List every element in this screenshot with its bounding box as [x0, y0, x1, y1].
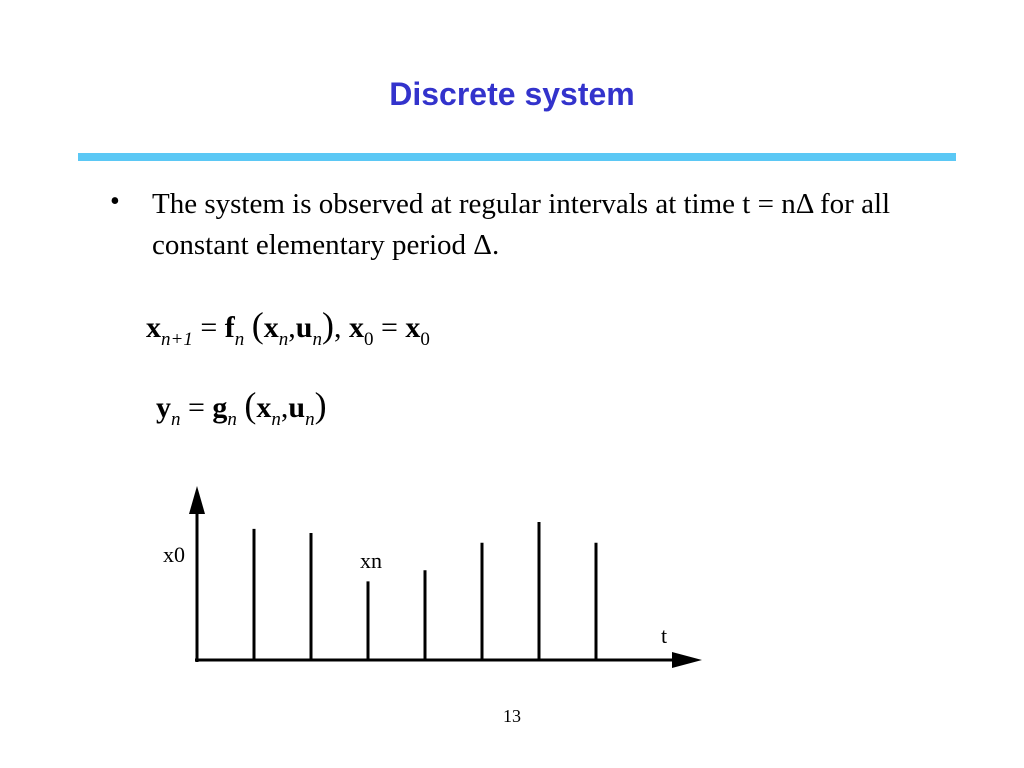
label-t: t: [661, 623, 668, 648]
page-number: 13: [503, 706, 521, 726]
equation-output: $y_n = g_n$ $(x_n,u_n)$: [156, 385, 327, 430]
slide-title: Discrete system: [389, 76, 635, 112]
x-axis-arrow-icon: [672, 652, 702, 668]
label-xn: xn: [360, 548, 382, 573]
label-x0: x0: [163, 542, 185, 567]
equation-state-update: $x_{n+1} = f_n$ $(x_n,u_n)$, $x_0 = x_0$: [146, 305, 430, 350]
bullet-text: The system is observed at regular intervals at time t = nΔ for all constant elementary period Δ.: [152, 188, 891, 261]
sample-lines: [197, 522, 596, 660]
y-axis-arrow-icon: [189, 486, 205, 514]
bullet-icon: •: [110, 186, 120, 217]
